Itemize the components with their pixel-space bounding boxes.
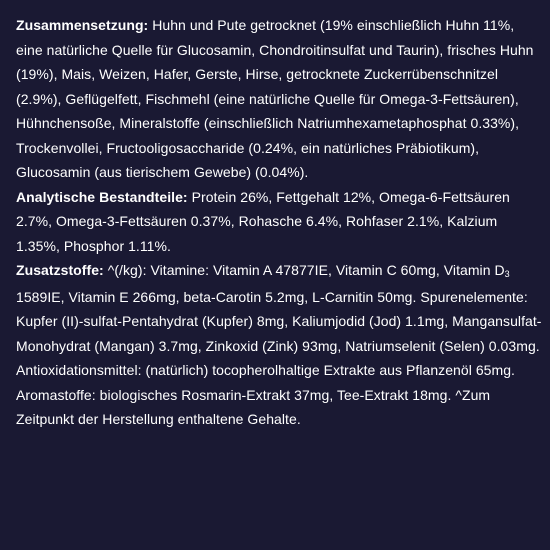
vitamin-d-subscript: 3 <box>504 269 510 279</box>
additives-label: Zusatzstoffe: <box>16 262 104 278</box>
composition-text: Huhn und Pute getrocknet (19% einschließlich Huhn 11%, eine natürliche Quelle für Glucosamin, Chondroitinsulfat und Taurin), frisches Huhn (19%), Mais, Weizen, Hafer, Gerste, Hirse, getrocknete Zuckerrübenschnitzel (2.9%), Geflügelfett, Fischmehl (eine natürliche Quelle für Omega-3-Fettsäuren), Hühnchensoße, Mineralstoffe (einschließlich Natriumhexametaphosphat 0.33%), Trockenvollei, Fructooligosaccharide (0.24%, ein natürliches Präbiotikum), Glucosamin (aus tierischem Gewebe) (0.04%). <box>16 17 534 180</box>
composition-label: Zusammensetzung: <box>16 17 149 33</box>
analytics-text: Protein 26%, Fettgehalt 12%, Omega-6-Fettsäuren 2.7%, Omega-3-Fettsäuren 0.37%, Rohasche 6.4%, Rohfaser 2.1%, Kalzium 1.35%, Phosphor 1.11%. <box>16 188 510 254</box>
analytics-label: Analytische Bestandteile: <box>16 188 188 205</box>
additives-text-part-1: ^(/kg): Vitamine: Vitamin A 47877IE, Vitamin C 60mg, Vitamin D <box>107 262 505 278</box>
composition-section <box>16 13 542 185</box>
analytics-section <box>16 185 542 259</box>
additives-section <box>16 258 542 432</box>
additives-text-part-2: 1589IE, Vitamin E 266mg, beta-Carotin 5.2mg, L-Carnitin 50mg. Spurenelemente: Kupfer (II)-sulfat-Pentahydrat (Kupfer) 8mg, Kaliumjodid (Jod) 1.1mg, Mangansulfat-Monohydrat (Mangan) 3.7mg, Zinkoxid (Zink) 93mg, Natriumselenit (Selen) 0.03mg. Antioxidationsmittel: (natürlich) tocopherolhaltige Extrakte aus Pflanzenöl 65mg. Aromastoffe: biologisches Rosmarin-Extrakt 37mg, Tee-Extrakt 18mg. ^Zum Zeitpunkt der Herstellung enthaltene Gehalte. <box>16 288 542 427</box>
ingredients-text-block <box>16 13 542 432</box>
